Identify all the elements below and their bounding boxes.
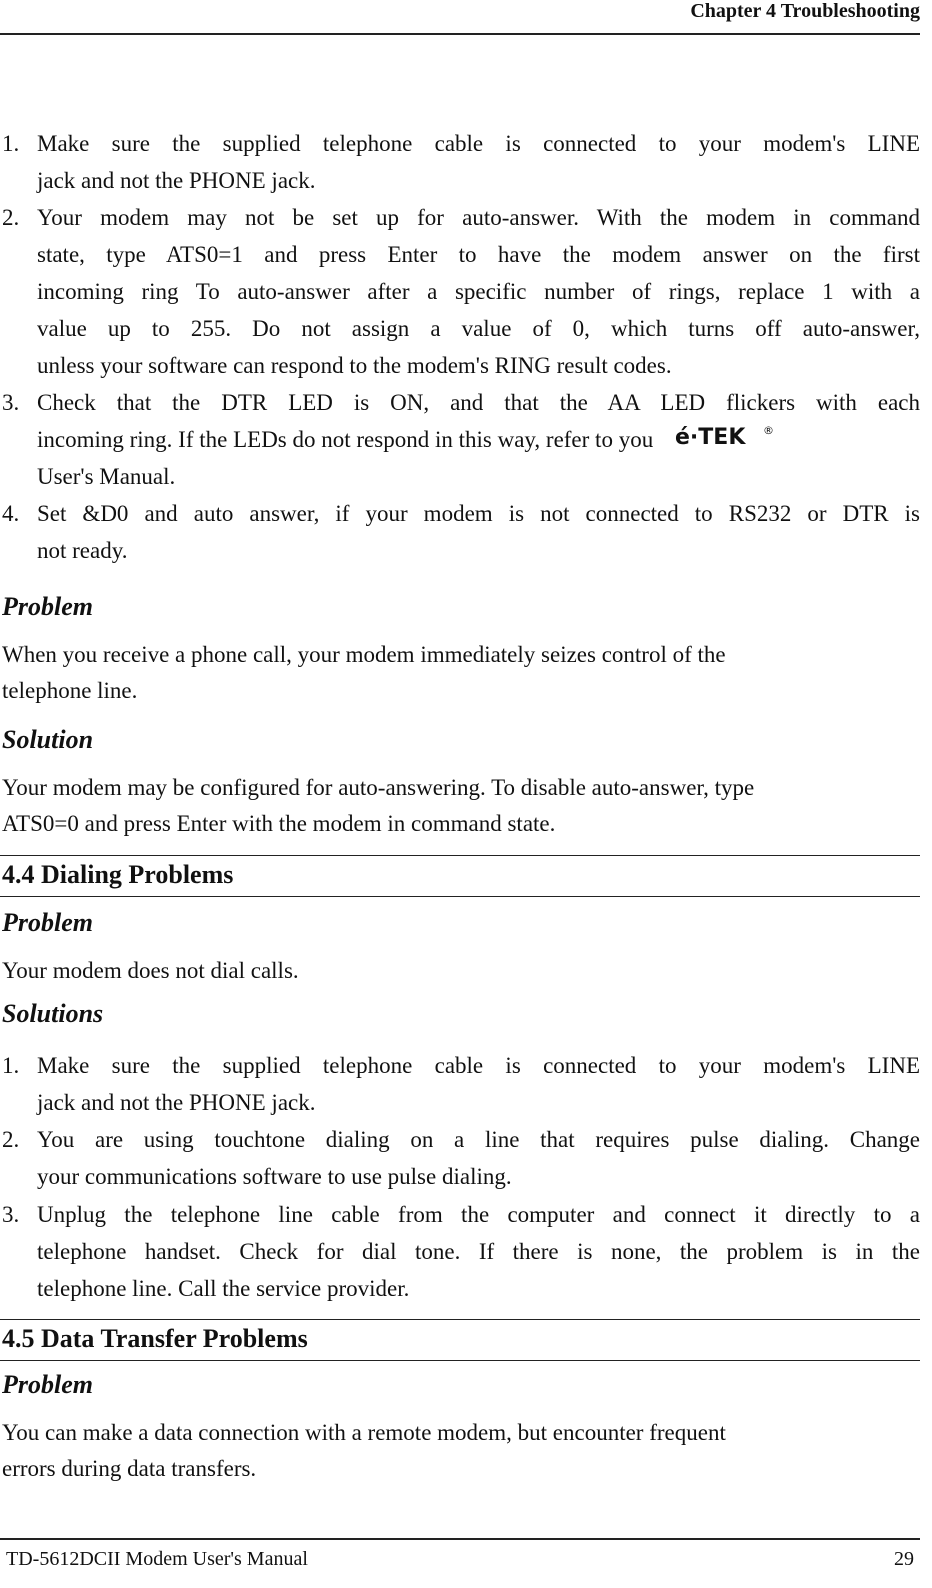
problem-heading: Problem bbox=[2, 908, 93, 937]
solution-text: Your modem may be configured for auto-answering. To disable auto-answer, type ATS0=0 and press Enter with the modem in command state. bbox=[2, 775, 755, 836]
solution-heading: Solution bbox=[2, 725, 94, 754]
manual-title: TD-5612DCII Modem User's Manual bbox=[6, 1548, 308, 1570]
page-header bbox=[0, 0, 920, 35]
page-number: 29 bbox=[894, 1548, 914, 1570]
section-title-4-5: 4.5 Data Transfer Problems bbox=[0, 1319, 920, 1361]
problem-text: Your modem does not dial calls. bbox=[2, 958, 299, 983]
list-item: 3. Unplug the telephone line cable from the computer and connect it directly to a telephone handset. Check for dial tone. If there is none, the problem is in the telephone line. Call the service provider. bbox=[2, 1202, 920, 1301]
list-item: 4. Set &D0 and auto answer, if your modem is not connected to RS232 or DTR is not ready. bbox=[2, 501, 920, 563]
problem-heading: Problem bbox=[2, 1370, 93, 1399]
problem-heading: Problem bbox=[2, 592, 93, 621]
etek-logo bbox=[673, 422, 773, 458]
list-item: 1. Make sure the supplied telephone cable is connected to your modem's LINE jack and not the PHONE jack. bbox=[2, 1053, 920, 1115]
list-item: 2. You are using touchtone dialing on a line that requires pulse dialing. Change your communications software to use pulse dialing. bbox=[2, 1127, 920, 1189]
logo-registered-mark: ® bbox=[762, 424, 773, 438]
list-item: 2. Your modem may not be set up for auto-answer. With the modem in command state, type ATS0=1 and press Enter to have the modem answer on the first incoming ring To auto-answer after a specific number of rings, replace 1 with a value up to 255. Do not assign a value of 0, which turns off auto-answer, unless your software can respond to the modem's RING result codes. bbox=[2, 205, 920, 378]
problem-text: You can make a data connection with a remote modem, but encounter frequent errors during data transfers. bbox=[2, 1420, 726, 1481]
list-item: 1. Make sure the supplied telephone cable is connected to your modem's LINE jack and not the PHONE jack. bbox=[2, 131, 920, 193]
list-item: 3. Check that the DTR LED is ON, and that the AA LED flickers with each incoming ring. If the LEDs do not respond in this way, refer to you é·TEK ® User's Manual. bbox=[2, 390, 920, 489]
solutions-heading: Solutions bbox=[2, 999, 104, 1028]
chapter-title: Chapter 4 Troubleshooting bbox=[690, 0, 920, 22]
logo-text: é·TEK bbox=[674, 425, 746, 451]
page-footer bbox=[0, 1538, 920, 1570]
problem-text: When you receive a phone call, your modem immediately seizes control of the telephone line. bbox=[2, 642, 726, 703]
section-title-4-4: 4.4 Dialing Problems bbox=[0, 855, 920, 897]
